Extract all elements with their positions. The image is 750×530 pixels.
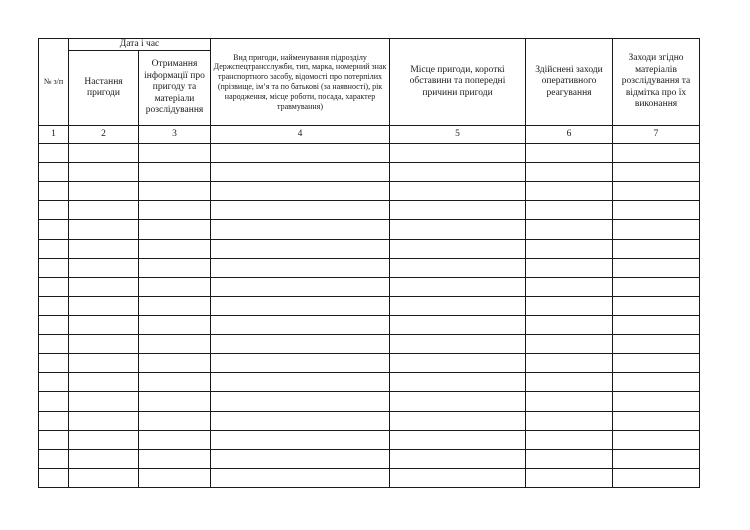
table-cell (613, 449, 700, 468)
table-cell (211, 449, 390, 468)
table-cell (139, 201, 211, 220)
table-cell (39, 449, 69, 468)
header-row-number: № з/п (39, 39, 69, 126)
table-cell (390, 468, 526, 487)
table-cell (613, 258, 700, 277)
table-cell (211, 277, 390, 296)
column-number: 4 (211, 126, 390, 144)
table-cell (613, 296, 700, 315)
table-cell (526, 373, 613, 392)
table-row (39, 144, 700, 163)
table-cell (526, 239, 613, 258)
table-cell (211, 335, 390, 354)
table-cell (69, 449, 139, 468)
table-cell (526, 182, 613, 201)
table-cell (390, 182, 526, 201)
table-cell (613, 201, 700, 220)
table-row (39, 201, 700, 220)
table-cell (526, 354, 613, 373)
table-cell (139, 220, 211, 239)
table-cell (39, 239, 69, 258)
table-cell (139, 468, 211, 487)
table-cell (139, 296, 211, 315)
table-cell (39, 373, 69, 392)
table-cell (139, 163, 211, 182)
table-cell (390, 144, 526, 163)
header-information-received: Отримання інформації про пригоду та матеріали розслідування (139, 51, 211, 126)
table-cell (69, 335, 139, 354)
table-cell (390, 220, 526, 239)
table-cell (390, 239, 526, 258)
table-row (39, 449, 700, 468)
table-row (39, 468, 700, 487)
header-incident-place: Місце пригоди, короткі обставини та попередні причини пригоди (390, 39, 526, 126)
table-cell (39, 182, 69, 201)
table-cell (39, 430, 69, 449)
table-cell (526, 258, 613, 277)
column-number: 2 (69, 126, 139, 144)
table-cell (69, 392, 139, 411)
table-cell (39, 258, 69, 277)
table-cell (39, 468, 69, 487)
table-cell (613, 411, 700, 430)
table-cell (211, 182, 390, 201)
table-cell (39, 220, 69, 239)
table-cell (613, 335, 700, 354)
table-cell (139, 449, 211, 468)
table-cell (613, 392, 700, 411)
table-cell (139, 335, 211, 354)
table-cell (613, 315, 700, 334)
table-cell (526, 392, 613, 411)
table-cell (139, 354, 211, 373)
table-body (39, 144, 700, 488)
table-cell (39, 201, 69, 220)
table-cell (526, 277, 613, 296)
table-cell (613, 373, 700, 392)
table-cell (613, 277, 700, 296)
table-cell (39, 144, 69, 163)
table-cell (139, 430, 211, 449)
table-cell (69, 220, 139, 239)
table-cell (526, 144, 613, 163)
table-cell (69, 430, 139, 449)
table-cell (69, 258, 139, 277)
table-header (39, 39, 700, 144)
table-cell (69, 296, 139, 315)
table-cell (139, 411, 211, 430)
table-cell (69, 354, 139, 373)
table-cell (526, 411, 613, 430)
table-cell (69, 182, 139, 201)
table-cell (69, 277, 139, 296)
table-cell (69, 373, 139, 392)
table-row (39, 163, 700, 182)
table-cell (39, 392, 69, 411)
table-cell (390, 354, 526, 373)
table-cell (69, 163, 139, 182)
table-cell (390, 373, 526, 392)
table-cell (390, 258, 526, 277)
table-row (39, 315, 700, 334)
table-cell (69, 315, 139, 334)
table-cell (139, 144, 211, 163)
table-cell (613, 430, 700, 449)
table-cell (39, 296, 69, 315)
table-cell (390, 335, 526, 354)
table-cell (39, 354, 69, 373)
table-cell (613, 220, 700, 239)
table-cell (69, 468, 139, 487)
table-cell (139, 258, 211, 277)
table-cell (139, 373, 211, 392)
column-number-row (39, 126, 700, 144)
table-cell (139, 277, 211, 296)
column-number: 1 (39, 126, 69, 144)
table-cell (613, 144, 700, 163)
table-cell (139, 182, 211, 201)
column-number: 6 (526, 126, 613, 144)
table-cell (211, 144, 390, 163)
table-cell (39, 411, 69, 430)
table-cell (526, 335, 613, 354)
table-row (39, 258, 700, 277)
table-cell (39, 315, 69, 334)
incident-journal-table (38, 38, 700, 488)
table-cell (390, 277, 526, 296)
table-cell (526, 430, 613, 449)
table-row (39, 373, 700, 392)
header-date-time-group: Дата і час (69, 39, 211, 51)
table-cell (613, 354, 700, 373)
table-cell (613, 239, 700, 258)
table-cell (390, 411, 526, 430)
table-cell (613, 468, 700, 487)
table-cell (211, 296, 390, 315)
table-cell (39, 163, 69, 182)
table-cell (211, 411, 390, 430)
table-cell (211, 163, 390, 182)
table-cell (69, 201, 139, 220)
table-cell (390, 392, 526, 411)
table-row (39, 182, 700, 201)
table-row (39, 239, 700, 258)
table-row (39, 354, 700, 373)
header-incident-occurrence: Настання пригоди (69, 51, 139, 126)
table-cell (39, 277, 69, 296)
table-cell (69, 239, 139, 258)
table-cell (211, 315, 390, 334)
table-cell (526, 449, 613, 468)
table-cell (526, 468, 613, 487)
table-cell (526, 163, 613, 182)
table-cell (613, 182, 700, 201)
table-row (39, 392, 700, 411)
table-cell (613, 163, 700, 182)
table-cell (69, 411, 139, 430)
table-cell (526, 220, 613, 239)
table-cell (390, 163, 526, 182)
table-cell (390, 449, 526, 468)
table-cell (211, 392, 390, 411)
table-cell (211, 239, 390, 258)
table-cell (390, 201, 526, 220)
table-cell (211, 373, 390, 392)
table-cell (211, 468, 390, 487)
column-number: 7 (613, 126, 700, 144)
table-cell (526, 296, 613, 315)
table-cell (211, 430, 390, 449)
table-row (39, 335, 700, 354)
table-row (39, 430, 700, 449)
table-cell (526, 315, 613, 334)
table-cell (390, 430, 526, 449)
header-response-measures: Здійснені заходи оперативного реагування (526, 39, 613, 126)
table-cell (211, 354, 390, 373)
table-row (39, 220, 700, 239)
table-cell (139, 392, 211, 411)
table-cell (211, 220, 390, 239)
table-cell (69, 144, 139, 163)
table-cell (139, 239, 211, 258)
table-cell (139, 315, 211, 334)
table-cell (39, 335, 69, 354)
column-number: 3 (139, 126, 211, 144)
table-row (39, 296, 700, 315)
header-incident-type: Вид пригоди, найменування підрозділу Держспецтрансслужби, тип, марка, номерний знак транспортного засобу, відомості про потерпілих (прізвище, ім’я та по батькові (за наявності), рік народження, місце роботи, посада, характер травмування) (211, 39, 390, 126)
table-row (39, 411, 700, 430)
table-cell (211, 258, 390, 277)
table-cell (390, 315, 526, 334)
table-cell (526, 201, 613, 220)
table-row (39, 277, 700, 296)
column-number: 5 (390, 126, 526, 144)
header-investigation-measures: Заходи згідно матеріалів розслідування та відмітка про їх виконання (613, 39, 700, 126)
table-cell (211, 201, 390, 220)
table-cell (390, 296, 526, 315)
